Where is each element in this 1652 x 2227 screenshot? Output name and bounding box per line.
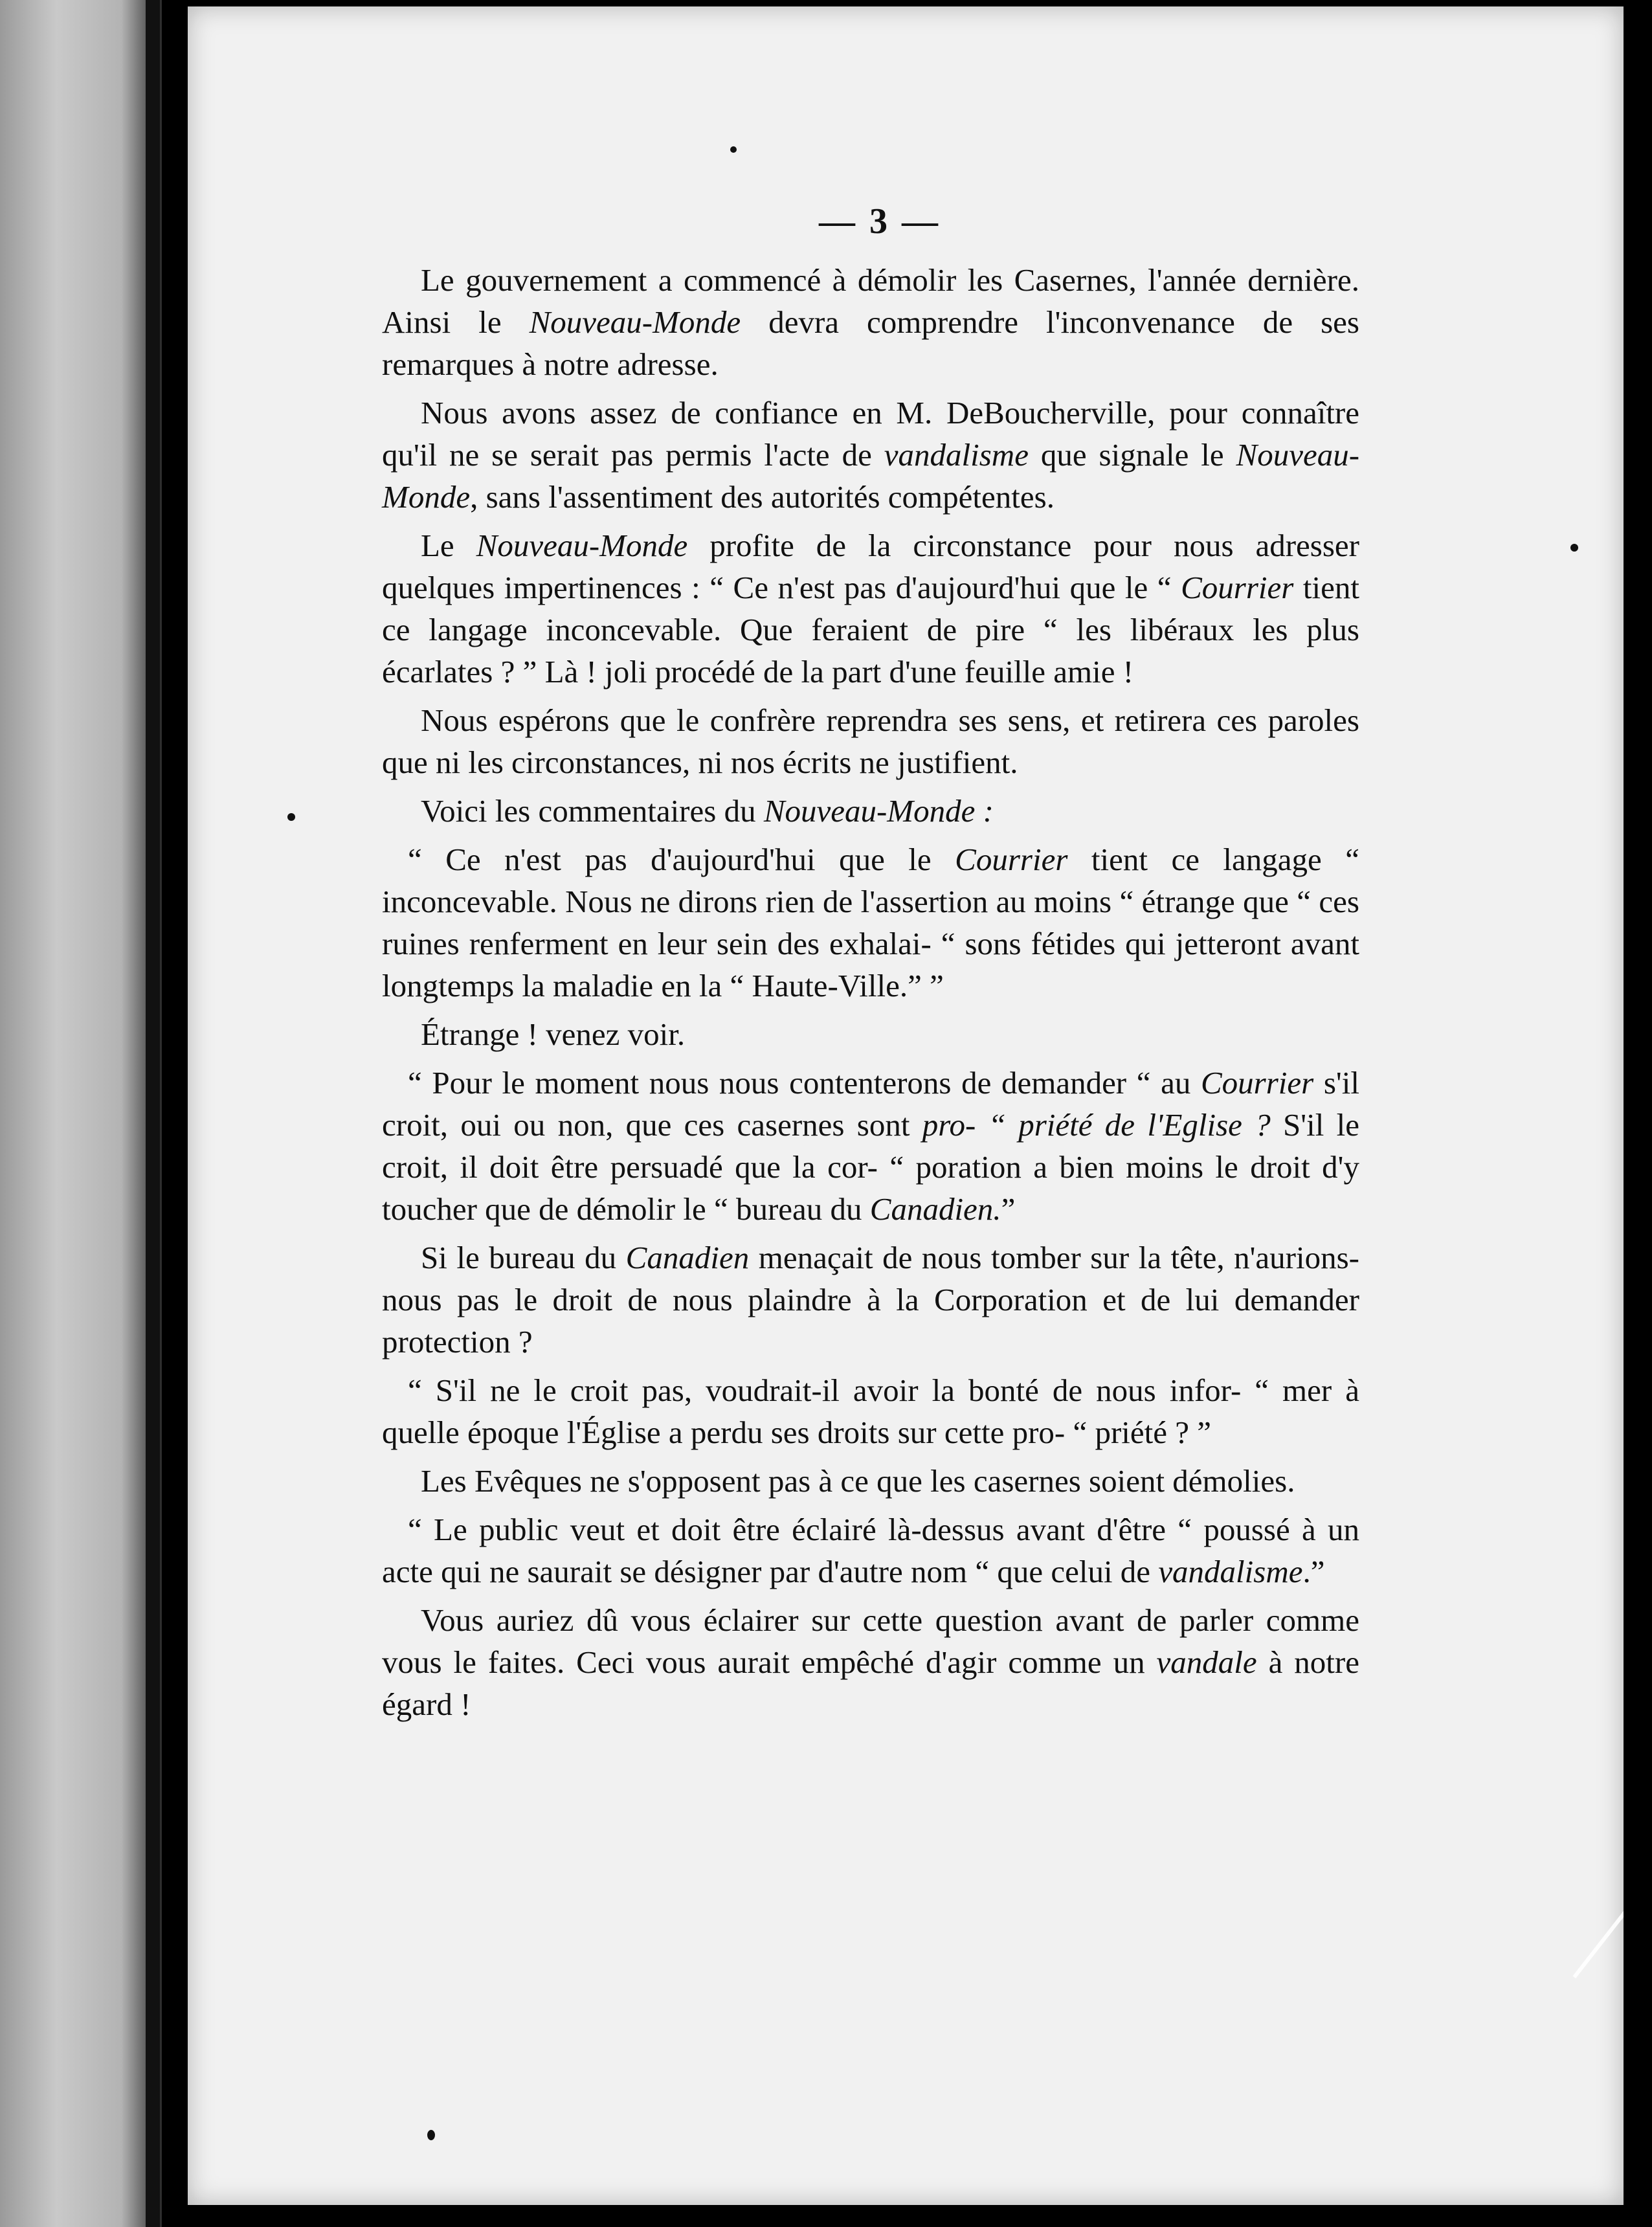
- paragraph: [382, 1237, 1359, 1363]
- italic-run: Nouveau-Monde :: [763, 793, 994, 829]
- paragraph: [382, 1013, 1359, 1055]
- italic-run: pro- “ priété de l'Eglise ?: [922, 1107, 1271, 1143]
- gutter-shadow: [146, 0, 160, 2227]
- text-run: “ S'il ne le croit pas, voudrait-il avoir la bonté de nous infor- “ mer à quelle époque l'Église a perdu ses droits sur cette pro- “ priété ? ”: [382, 1372, 1359, 1450]
- italic-run: Canadien.: [869, 1191, 1001, 1227]
- text-run: Vous auriez dû vous éclairer sur cette question avant de parler comme vous le faites. Ceci vous aurait empêché d'agir comme un: [382, 1602, 1359, 1680]
- paragraph: [382, 524, 1359, 693]
- italic-run: Courrier: [1181, 570, 1294, 605]
- text-run: Nous espérons que le confrère reprendra ses sens, et retirera ces paroles que ni les circonstances, ni nos écrits ne justifient.: [382, 702, 1359, 780]
- text-run: Voici les commentaires du: [421, 793, 764, 829]
- ink-speck: [427, 2130, 435, 2140]
- text-run: Nous avons assez de confiance en M. DeBoucherville, pour connaître qu'il ne se serait pas permis l'acte de: [382, 395, 1359, 473]
- italic-run: Courrier: [955, 842, 1068, 877]
- italic-run: vandalisme: [884, 437, 1029, 473]
- paragraph: [382, 259, 1359, 385]
- text-run: S'il le croit, il doit être persuadé que la cor- “ poration a bien moins le droit d'y toucher que de démolir le “ bureau du: [382, 1107, 1360, 1227]
- quoted-paragraph: [382, 1369, 1359, 1453]
- ink-speck: [1570, 544, 1578, 552]
- paragraph: [382, 1599, 1359, 1725]
- text-run: à notre égard !: [382, 1644, 1359, 1722]
- paragraph: [382, 790, 1359, 832]
- text-run: ”: [1001, 1191, 1016, 1227]
- italic-run: Nouveau-Monde: [529, 304, 741, 340]
- text-run: menaçait de nous tomber sur la tête, n'aurions-nous pas le droit de nous plaindre à la Corporation et de lui demander protection ?: [382, 1240, 1359, 1360]
- facing-page-edge: [0, 0, 162, 2227]
- text-run: “ Ce n'est pas d'aujourd'hui que le: [408, 842, 955, 877]
- text-run: .”: [1302, 1554, 1325, 1589]
- text-run: Les Evêques ne s'opposent pas à ce que les casernes soient démolies.: [421, 1463, 1295, 1499]
- text-run: s'il croit, oui ou non, que ces casernes sont: [382, 1065, 1359, 1143]
- paragraph: [382, 1460, 1359, 1502]
- italic-run: Courrier: [1200, 1065, 1314, 1101]
- text-run: , sans l'assentiment des autorités compétentes.: [470, 479, 1055, 515]
- paragraph: [382, 392, 1359, 518]
- text-run: que signale le: [1028, 437, 1236, 473]
- ink-speck: [287, 813, 295, 821]
- page-number: — 3 —: [819, 201, 941, 241]
- italic-run: vandale: [1156, 1644, 1257, 1680]
- body-text: [382, 259, 1359, 1732]
- quoted-paragraph: [382, 1508, 1359, 1593]
- text-run: Le gouvernement a commencé à démolir les Casernes, l'année dernière. Ainsi le: [382, 262, 1359, 340]
- text-run: Le: [421, 528, 476, 563]
- italic-run: Nouveau-Monde: [476, 528, 688, 563]
- quoted-paragraph: [382, 1062, 1359, 1230]
- ink-speck: [730, 146, 737, 153]
- text-run: “ Le public veut et doit être éclairé là-dessus avant d'être “ poussé à un acte qui ne saurait se désigner par d'autre nom “ que celui de: [382, 1512, 1359, 1589]
- paragraph: [382, 699, 1359, 783]
- text-run: devra comprendre l'inconvenance de ses remarques à notre adresse.: [382, 304, 1360, 382]
- text-run: profite de la circonstance pour nous adresser quelques impertinences : “ Ce n'est pas d'aujourd'hui que le “: [382, 528, 1359, 605]
- italic-run: Nouveau-Monde: [382, 437, 1360, 515]
- text-run: Étrange ! venez voir.: [421, 1016, 686, 1052]
- italic-run: vandalisme: [1158, 1554, 1303, 1589]
- italic-run: Canadien: [625, 1240, 750, 1275]
- quoted-paragraph: [382, 838, 1359, 1007]
- text-run: tient ce langage “ inconcevable. Nous ne dirons rien de l'assertion au moins “ étrange que “ ces ruines renferment en leur sein des exhalai- “ sons fétides qui jetteront avant longtemps la maladie en la “ Haute-Ville.” ”: [382, 842, 1359, 1003]
- text-run: “ Pour le moment nous nous contenterons de demander “ au: [408, 1065, 1201, 1101]
- text-run: Si le bureau du: [421, 1240, 626, 1275]
- text-run: tient ce langage inconcevable. Que feraient de pire “ les libéraux les plus écarlates ? ” Là ! joli procédé de la part d'une feuille amie !: [382, 570, 1360, 689]
- scan-border: [1624, 0, 1652, 2227]
